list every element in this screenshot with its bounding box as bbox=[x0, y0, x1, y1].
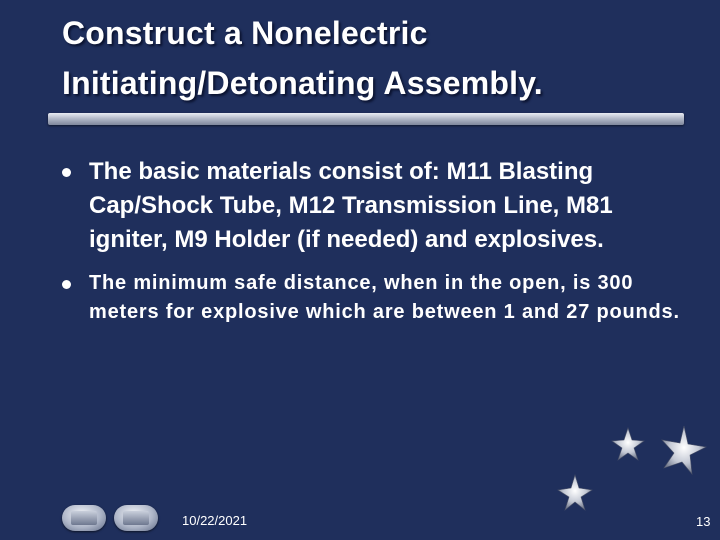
bullet-list bbox=[62, 155, 682, 327]
title-line-1: Construct a Nonelectric bbox=[62, 15, 428, 51]
stars-decoration bbox=[550, 420, 720, 520]
bullet-text: The basic materials consist of: M11 Blasting Cap/Shock Tube, M12 Transmission Line, M81 igniter, M9 Holder (if needed) and explosives. bbox=[89, 158, 613, 253]
previous-slide-button[interactable] bbox=[62, 505, 106, 531]
slide-number: 13 bbox=[696, 514, 711, 529]
bullet-item bbox=[62, 155, 682, 257]
bullet-item bbox=[62, 269, 682, 327]
right-arrow-icon bbox=[123, 511, 149, 525]
star-icon bbox=[558, 475, 592, 510]
next-slide-button[interactable] bbox=[114, 505, 158, 531]
left-arrow-icon bbox=[71, 511, 97, 525]
star-icon bbox=[612, 428, 644, 460]
slide-title bbox=[62, 8, 682, 108]
bullet-dot-icon bbox=[62, 168, 71, 177]
bullet-text: The minimum safe distance, when in the open, is 300 meters for explosive which are between 1 and 27 pounds. bbox=[89, 272, 680, 323]
bullet-dot-icon bbox=[62, 280, 71, 289]
star-icon bbox=[662, 426, 706, 474]
title-line-2: Initiating/Detonating Assembly. bbox=[62, 65, 543, 101]
slide-date: 10/22/2021 bbox=[182, 513, 248, 528]
title-divider bbox=[48, 113, 684, 125]
